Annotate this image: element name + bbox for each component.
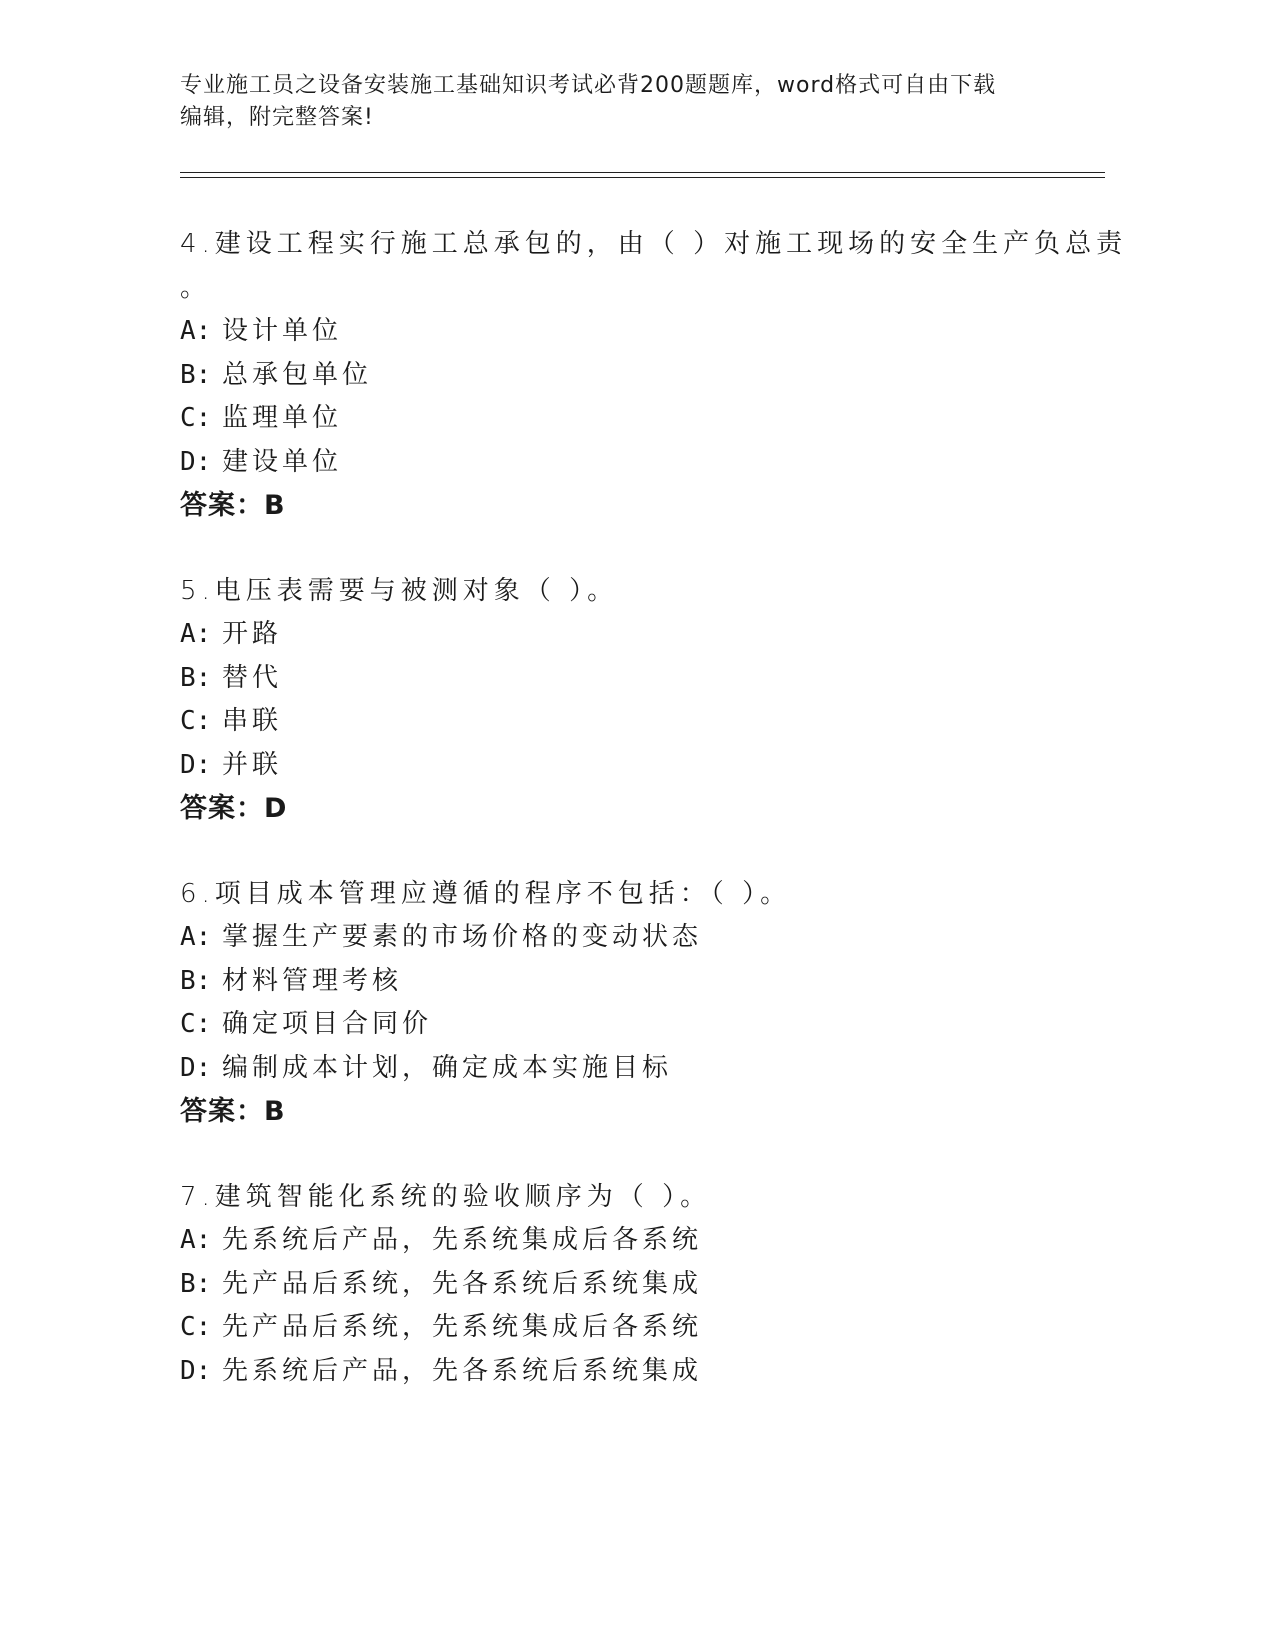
- option-text: 掌握生产要素的市场价格的变动状态: [222, 922, 703, 952]
- option-text: 编制成本计划，确定成本实施目标: [222, 1052, 673, 1083]
- option-c: [180, 1003, 1080, 1047]
- option-d: [180, 744, 1080, 788]
- option-text: 总承包单位: [222, 359, 373, 390]
- option-a: [180, 613, 1080, 657]
- option-text: 确定项目合同价: [222, 1009, 433, 1039]
- option-key: C:: [180, 1009, 212, 1039]
- answer-line: 答案：B: [180, 490, 286, 521]
- answer-line: 答案：B: [180, 1096, 286, 1127]
- option-key: D:: [180, 446, 212, 477]
- option-key: D:: [180, 749, 212, 780]
- option-text: 先产品后系统，先各系统后系统集成: [222, 1268, 703, 1299]
- option-key: C:: [180, 1312, 212, 1342]
- option-c: [180, 700, 1080, 744]
- question-item: [180, 222, 1128, 528]
- option-key: B:: [180, 662, 212, 693]
- header-divider-bottom: [180, 177, 1105, 178]
- question-item: [180, 1175, 1080, 1393]
- option-d: [180, 1350, 1080, 1394]
- option-text: 建设单位: [222, 446, 343, 477]
- option-b: [180, 657, 1080, 701]
- option-key: A:: [180, 1225, 212, 1255]
- header-line-2: 编辑，附完整答案!: [180, 105, 374, 130]
- option-text: 先系统后产品，先系统集成后各系统: [222, 1225, 703, 1255]
- option-text: 串联: [222, 706, 283, 736]
- option-key: A:: [180, 619, 212, 649]
- question-stem: 5.电压表需要与被测对象（ ）。: [180, 576, 619, 606]
- option-a: [180, 310, 1080, 354]
- answer-line: 答案：D: [180, 793, 288, 824]
- option-key: C:: [180, 403, 212, 433]
- header-line-1: 专业施工员之设备安装施工基础知识考试必背200题题库，word格式可自由下载: [180, 73, 997, 98]
- option-key: B:: [180, 359, 212, 390]
- option-key: D:: [180, 1052, 212, 1083]
- option-text: 先产品后系统，先系统集成后各系统: [222, 1312, 703, 1342]
- option-key: B:: [180, 965, 212, 996]
- option-a: [180, 916, 1080, 960]
- option-b: [180, 354, 1080, 398]
- option-key: A:: [180, 922, 212, 952]
- header-divider-top: [180, 172, 1105, 173]
- option-key: D:: [180, 1355, 212, 1386]
- option-c: [180, 397, 1080, 441]
- option-key: A:: [180, 316, 212, 346]
- option-text: 监理单位: [222, 403, 343, 433]
- option-text: 材料管理考核: [222, 965, 403, 996]
- option-d: [180, 1047, 1080, 1091]
- option-key: C:: [180, 706, 212, 736]
- question-list: [180, 222, 1128, 1434]
- question-stem-continuation: 。: [180, 273, 212, 303]
- option-c: [180, 1306, 1080, 1350]
- option-b: [180, 960, 1080, 1004]
- document-header: [180, 70, 1040, 134]
- question-stem: 6.项目成本管理应遵循的程序不包括：（ ）。: [180, 879, 792, 909]
- option-text: 开路: [222, 619, 283, 649]
- option-b: [180, 1263, 1080, 1307]
- question-item: [180, 872, 1080, 1134]
- question-item: [180, 569, 1080, 831]
- option-text: 先系统后产品，先各系统后系统集成: [222, 1355, 703, 1386]
- option-key: B:: [180, 1268, 212, 1299]
- option-text: 替代: [222, 662, 283, 693]
- option-a: [180, 1219, 1080, 1263]
- question-stem: 7.建筑智能化系统的验收顺序为（ ）。: [180, 1182, 712, 1212]
- question-stem: 4.建设工程实行施工总承包的，由（ ）对施工现场的安全生产负总责: [180, 229, 1128, 259]
- option-text: 并联: [222, 749, 283, 780]
- option-text: 设计单位: [222, 316, 343, 346]
- option-d: [180, 441, 1080, 485]
